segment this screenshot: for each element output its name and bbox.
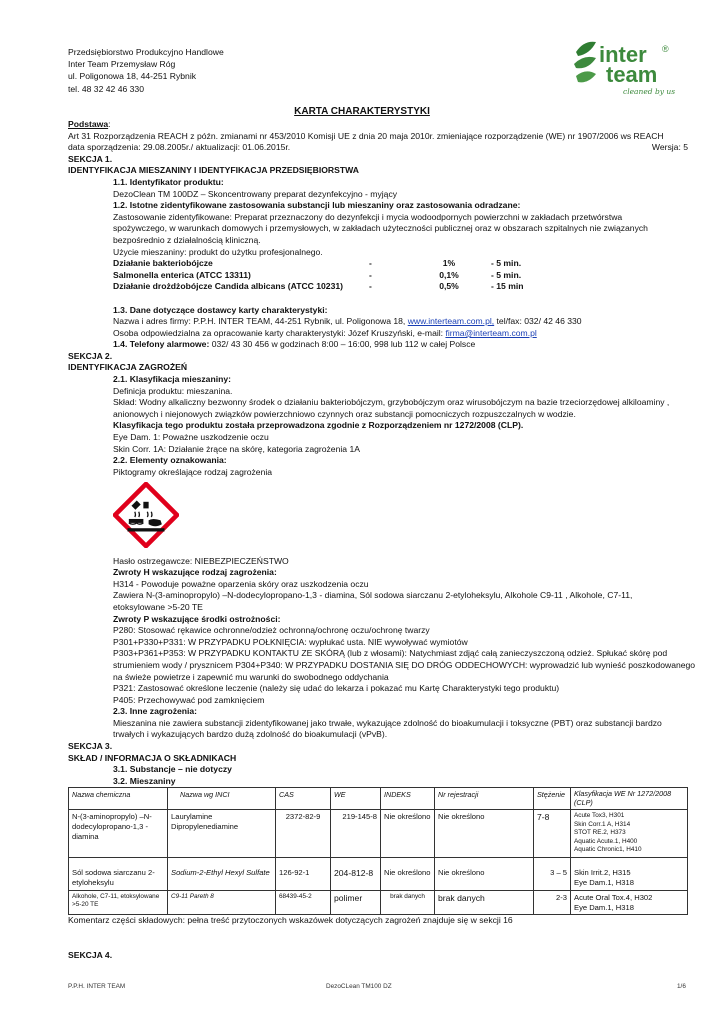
clp-entry: Eye Dam.1, H318 (574, 877, 634, 887)
supplier-address (68, 316, 688, 328)
clp-entry: Skin Corr.1 A, H314 (574, 820, 631, 828)
subsection-2-3: 2.3. Inne zagrożenia: (113, 706, 198, 717)
supplier-phone: tel/fax: 032/ 42 46 330 (494, 316, 582, 327)
subsection-1-2: 1.2. Istotne zidentyfikowane zastosowania substancji lub mieszaniny oraz zastosowania odradzane: (113, 200, 521, 211)
use-text-line: Zastosowanie zidentyfikowane: Preparat przeznaczony do dezynfekcji i mycia wodoodpornych powierzchni w zakładach przetwórstwa (113, 211, 623, 222)
activity-concentration: 1% (442, 258, 456, 269)
activity-time: - 5 min. (491, 258, 522, 269)
cell-index: Nie określono (381, 857, 435, 890)
p-statement: P321: Zastosować określone leczenie (należy się udać do lekarza i pokazać mu Kartę Charakterystyki tego produktu) (113, 683, 560, 694)
clp-entry: Acute Oral Tox.4, H302 (574, 892, 653, 902)
footer-company: P.P.H. INTER TEAM (68, 983, 126, 990)
cell-cas: 126-92-1 (276, 857, 331, 890)
p-statement: P301+P330+P331: W PRZYPADKU POŁKNIĘCIA: wypłukać usta. NIE wywoływać wymiotów (113, 636, 468, 647)
cell-concentration: 2-3 (534, 890, 571, 915)
subsection-1-4: 1.4. Telefony alarmowe: (113, 339, 210, 350)
p-statements-heading: Zwroty P wskazujące środki ostrożności: (113, 613, 281, 624)
section-1-title: SEKCJA 1. (68, 153, 113, 164)
cell-registration: brak danych (435, 890, 534, 915)
table-header: Klasyfikacja WE Nr 1272/2008 (CLP) (571, 788, 688, 810)
cell-inci: Laurylamine Dipropylenediamine (168, 810, 276, 858)
composition-line: anionowych i niejonowych związków powierzchniowo czynnych oraz substancji pomocniczych rozpuszczalnych w wodzie. (113, 408, 576, 419)
basis-dates-row (68, 142, 688, 154)
cell-we: 204-812-8 (331, 857, 381, 890)
activity-time: - 15 min (491, 281, 524, 292)
cell-concentration: 3 – 5 (534, 857, 571, 890)
use-text-line: spożywczego, w warunkach domowych i przemysłowych, w zakładach użyteczności publicznej oraz w obszarach szpitalnych nie związanych (113, 223, 648, 234)
table-row (69, 857, 688, 890)
company-line: ul. Poligonowa 18, 44-251 Rybnik (68, 71, 197, 82)
contains-line: etoksylowane >5-20 TE (113, 601, 203, 612)
email-link[interactable]: firma@interteam.com.pl (445, 327, 537, 338)
section-3-subtitle: SKŁAD / INFORMACJA O SKŁADNIKACH (68, 752, 237, 763)
section-2-subtitle: IDENTYFIKACJA ZAGROŻEŃ (68, 362, 188, 373)
subsection-3-2: 3.2. Mieszaniny (113, 775, 176, 786)
contains-line: Zawiera N-(3-aminopropylo) –N-dodecylopropano-1,3 - diamina, Sól sodowa siarczanu 2-etyloheksylu, Alkohole C9-11 , Alkohole, C7-11, (113, 590, 633, 601)
cell-clp (571, 857, 688, 890)
activity-name: Działanie drożdżobójcze Candida albicans (ATCC 10231) (113, 281, 344, 292)
clp-entry: Aquatic Chronic1, H410 (574, 846, 642, 854)
product-definition: Definicja produktu: mieszanina. (113, 385, 233, 396)
section-3-title: SEKCJA 3. (68, 741, 113, 752)
subsection-2-2: 2.2. Elementy oznakowania: (113, 455, 227, 466)
table-header-row (69, 788, 688, 810)
activity-row (113, 281, 688, 293)
activity-name: Działanie bakteriobójcze (113, 258, 213, 269)
clp-entry: Skin Irrit.2, H315 (574, 867, 631, 877)
activity-concentration: 0,1% (439, 269, 459, 280)
activity-name: Salmonella enterica (ATCC 13311) (113, 269, 251, 280)
document-body (68, 119, 696, 962)
pictogram-caption: Piktogramy określające rodzaj zagrożenia (113, 466, 273, 477)
clp-entry: Eye Dam.1, H318 (574, 902, 634, 912)
use-text-line: bezpośrednio z działalnością kliniczną. (113, 234, 261, 245)
company-line: Przedsiębiorstwo Produkcyjno Handlowe (68, 47, 224, 57)
cell-inci: Sodium-2-Ethyl Hexyl Sulfate (168, 857, 276, 890)
clp-classification: Klasyfikacja tego produktu została przeprowadzona zgodnie z Rozporządzeniem nr 1272/2008 (CLP). (113, 420, 524, 431)
activity-list (68, 258, 688, 293)
other-hazards-line: trwałych i wykazujących bardzo dużą zdolność do bioakumulacji (vPvB). (113, 729, 388, 740)
basis-version: Wersja: 5 (651, 142, 688, 153)
hazard-class: Skin Corr. 1A: Działanie żrące na skórę, kategoria zagrożenia 1A (113, 443, 360, 454)
composition-line: Skład: Wodny alkaliczny bezwonny środek o działaniu bakteriobójczym, grzybobójczym oraz wirusobójczym na bazie trzeciorzędowej alkiloaminy , (113, 397, 670, 408)
cell-clp (571, 890, 688, 915)
basis-label: Podstawa (68, 119, 109, 129)
signal-word: Hasło ostrzegawcze: NIEBEZPIECZEŃSTWO (113, 555, 289, 566)
logo-word-inter: inter (599, 42, 647, 67)
company-line: tel. 48 32 42 46 330 (68, 83, 144, 94)
activity-row (113, 270, 688, 282)
table-header: Nazwa chemiczna (69, 788, 168, 810)
cell-we: polimer (331, 890, 381, 915)
h314-statement: H314 - Powoduje poważne oparzenia skóry oraz uszkodzenia oczu (113, 578, 369, 589)
website-link[interactable]: www.interteam.com.pl, (407, 316, 495, 327)
section-1-subtitle: IDENTYFIKACJA MIESZANINY I IDENTYFIKACJA PRZEDSIĘBIORSTWA (68, 165, 359, 176)
table-row (69, 890, 688, 915)
cell-inci: C9-11 Pareth 8 (168, 890, 276, 915)
logo-tagline: cleaned by us (623, 87, 676, 96)
activity-row (113, 258, 688, 270)
p-statement: strumieniem wody / prysznicem P304+P340: W PRZYPADKU DOSTANIA SIĘ DO DRÓG ODDECHOWYCH: wyprowadzić lub wynieść poszkodowanego (113, 659, 696, 670)
section-4-title: SEKCJA 4. (68, 950, 113, 961)
h-statements-heading: Zwroty H wskazujące rodzaj zagrożenia: (113, 567, 277, 578)
activity-dash: - (369, 281, 372, 292)
cell-cas: 2372-82-9 (276, 810, 331, 858)
subsection-2-1: 2.1. Klasyfikacja mieszaniny: (113, 374, 231, 385)
table-header: Nr rejestracji (435, 788, 534, 810)
product-identifier: DezoClean TM 100DZ – Skoncentrowany preparat dezynfekcyjno - myjący (113, 188, 398, 199)
cell-we: 219-145-8 (331, 810, 381, 858)
responsible-person (68, 328, 688, 340)
activity-dash: - (369, 258, 372, 269)
cell-registration: Nie określono (435, 857, 534, 890)
activity-time: - 5 min. (491, 269, 522, 280)
cell-chemical-name: Alkohole, C7-11, etoksylowane >5-20 TE (69, 890, 168, 915)
p-statement: P303+P361+P353: W PRZYPADKU KONTAKTU ZE SKÓRĄ (lub z włosami): Natychmiast zdjąć całą zanieczyszczoną odzież. Spłukać skórę pod (113, 648, 668, 659)
supplier-address-text: Nazwa i adres firmy: P.P.H. INTER TEAM, 44-251 Rybnik, ul. Poligonowa 18, (113, 316, 408, 327)
activity-concentration: 0,5% (439, 281, 459, 292)
section-2-title: SEKCJA 2. (68, 350, 113, 361)
logo-word-team: team (606, 62, 658, 87)
cell-clp (571, 810, 688, 858)
use-text-line: Użycie mieszaniny: produkt do użytku profesjonalnego. (113, 246, 323, 257)
cell-index: brak danych (381, 890, 435, 915)
other-hazards-line: Mieszanina nie zawiera substancji zidentyfikowanej jako trwałe, wykazujące zdolność do bioakumulacji i toksyczne (PBT) oraz substancji bardzo (113, 717, 662, 728)
inter-team-logo (566, 32, 686, 100)
logo-leaf-icon (574, 42, 596, 83)
basis-heading (68, 119, 688, 131)
cell-registration: Nie określono (435, 810, 534, 858)
p-statement: P280: Stosować rękawice ochronne/odzież ochronną/ochronę oczu/ochronę twarzy (113, 625, 430, 636)
document-title: KARTA CHARAKTERYSTYKI (294, 106, 430, 117)
clp-entry: STOT RE.2, H373 (574, 829, 626, 837)
components-comment: Komentarz części składowych: pełna treść przytoczonych wskazówek dotyczących zagrożeń znajduje się w sekcji 16 (68, 915, 513, 926)
responsible-person-text: Osoba odpowiedzialna za opracowanie karty charakterystyki: Józef Kruszyński, e-mail: (113, 327, 446, 338)
cell-chemical-name: N-(3-aminopropylo) –N-dodecylopropano-1,3 - diamina (69, 810, 168, 858)
basis-colon: : (108, 119, 111, 129)
hazard-class: Eye Dam. 1: Poważne uszkodzenie oczu (113, 432, 269, 443)
subsection-1-1: 1.1. Identyfikator produktu: (113, 176, 224, 187)
cell-concentration: 7-8 (534, 810, 571, 858)
basis-text: Art 31 Rozporządzenia REACH z późn. zmianami nr 453/2010 Komisji UE z dnia 20 maja 2010r. zmieniające rozporządzenie (WE) nr 1907/2006 ws REACH (68, 130, 664, 141)
subsection-1-3: 1.3. Dane dotyczące dostawcy karty charakterystyki: (113, 304, 328, 315)
table-header: CAS (276, 788, 331, 810)
p-statement: P405: Przechowywać pod zamknięciem (113, 694, 265, 705)
p-statement: na świeże powietrze i zapewnić mu warunki do swobodnego oddychania (113, 671, 389, 682)
activity-dash: - (369, 269, 372, 280)
table-header: WE (331, 788, 381, 810)
footer-product: DezoCLean TM100 DZ (326, 983, 392, 990)
table-row (69, 810, 688, 858)
footer-page-number: 1/6 (677, 983, 686, 990)
logo-registered-mark: ® (662, 44, 669, 54)
subsection-3-1: 3.1. Substancje – nie dotyczy (113, 764, 232, 775)
emergency-phones-text: 032/ 43 30 456 w godzinach 8:00 – 16:00, 998 lub 112 w całej Polsce (209, 339, 476, 350)
emergency-phones (68, 339, 688, 351)
clp-entry: Aquatic Acute.1, H400 (574, 837, 638, 845)
basis-dates: data sporządzenia: 29.08.2005r./ aktualizacji: 01.06.2015r. (68, 142, 291, 153)
composition-table (68, 787, 688, 915)
table-header: Nazwa wg INCI (168, 788, 276, 810)
clp-entry: Acute Tox3, H301 (574, 812, 625, 820)
company-address (68, 46, 224, 95)
cell-cas: 68439-45-2 (276, 890, 331, 915)
cell-index: Nie określono (381, 810, 435, 858)
table-header: INDEKS (381, 788, 435, 810)
table-header: Stężenie (534, 788, 571, 810)
corrosion-pictogram-icon (113, 482, 179, 548)
cell-chemical-name: Sól sodowa siarczanu 2-etyloheksylu (69, 857, 168, 890)
company-line: Inter Team Przemysław Róg (68, 59, 176, 70)
